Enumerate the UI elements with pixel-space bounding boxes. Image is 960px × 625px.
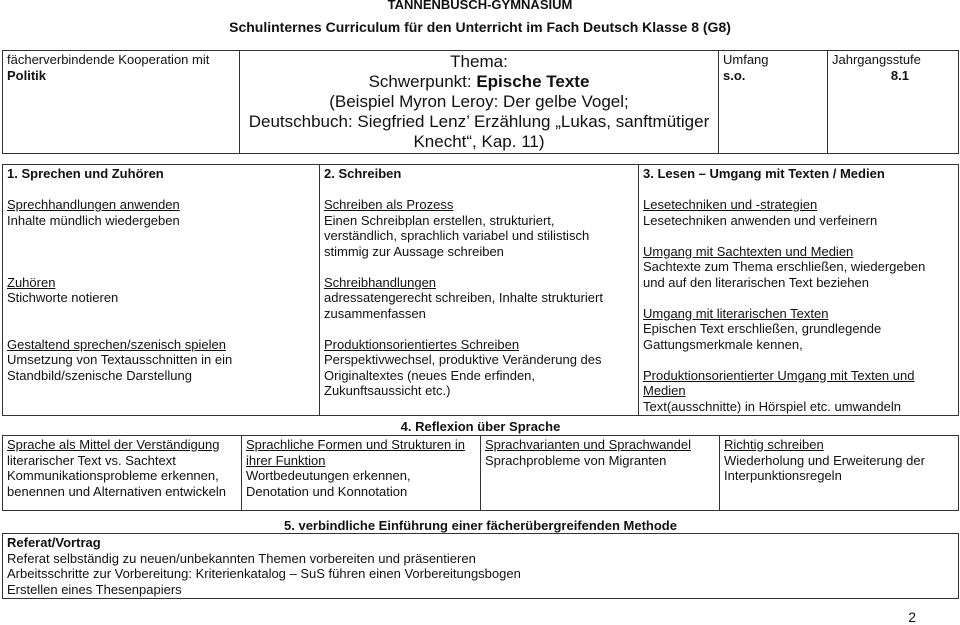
document-subtitle: Schulinternes Curriculum für den Unterricht im Fach Deutsch Klasse 8 (G8) (229, 19, 731, 35)
subsection-heading: Richtig schreiben (724, 437, 824, 452)
subsection-text: Sachtexte zum Thema erschließen, wiedergeben (643, 259, 926, 274)
reflexion-table (2, 435, 959, 511)
section-schreiben (320, 165, 639, 416)
thema-line: Knecht“, Kap. 11) (413, 132, 545, 151)
thema-line: (Beispiel Myron Leroy: Der gelbe Vogel; (329, 92, 629, 111)
page-number: 2 (908, 608, 916, 625)
subsection-heading: Produktionsorientiertes Schreiben (324, 336, 520, 352)
subsection-text: Interpunktionsregeln (724, 468, 842, 483)
subsection-text: zusammenfassen (324, 305, 426, 321)
jahrgang-cell (828, 51, 959, 154)
subsection-text: benennen und Alternativen entwickeln (7, 483, 226, 499)
reflexion-col-3 (481, 436, 720, 511)
subsection-text: literarischer Text vs. Sachtext (7, 452, 176, 468)
reflexion-col-1 (3, 436, 242, 511)
thema-cell (240, 51, 719, 154)
subsection-text: verständlich, sprachlich variabel und stilistisch (324, 228, 590, 243)
subsection-text: Wiederholung und Erweiterung der (724, 452, 925, 468)
thema-prefix: Schwerpunkt: (368, 72, 477, 91)
umfang-label: Umfang (723, 52, 769, 67)
subsection-text: und auf den literarischen Text beziehen (643, 274, 869, 290)
subsection-text: Wortbedeutungen erkennen, (246, 468, 411, 483)
methode-heading: Referat/Vortrag (7, 535, 101, 550)
subsection-text: Einen Schreibplan erstellen, strukturiert, (324, 212, 555, 228)
subsection-text: Originaltextes (neues Ende erfinden, (324, 367, 536, 383)
methode-table (2, 533, 959, 599)
subsection-text: Denotation und Konnotation (246, 483, 408, 499)
subsection-heading: ihrer Funktion (246, 452, 326, 468)
jahrgang-value: 8.1 (890, 67, 909, 83)
methode-text: Referat selbständig zu neuen/unbekannten Themen vorbereiten und präsentieren (7, 550, 476, 566)
subsection-heading: Schreibhandlungen (324, 274, 437, 290)
thema-label: Thema: (450, 52, 508, 71)
subsection-heading: Schreiben als Prozess (324, 197, 454, 212)
school-name: TANNENBUSCH-GYMNASIUM (387, 0, 573, 12)
subsection-text: Lesetechniken anwenden und verfeinern (643, 212, 878, 228)
subsection-heading: Umgang mit literarischen Texten (643, 305, 829, 321)
subsection-text: Inhalte mündlich wiedergeben (7, 212, 180, 228)
subsection-heading: Medien (643, 383, 686, 398)
cooperation-label: fächerverbindende Kooperation mit (7, 52, 210, 67)
subsection-text: Kommunikationsprobleme erkennen, (7, 468, 219, 483)
subsection-heading: Umgang mit Sachtexten und Medien (643, 243, 854, 259)
methode-cell (3, 534, 959, 599)
jahrgang-label: Jahrgangsstufe (832, 52, 921, 67)
section-title: 1. Sprechen und Zuhören (7, 166, 164, 181)
subsection-text: Standbild/szenische Darstellung (7, 367, 192, 383)
methode-title: 5. verbindliche Einführung einer fächerübergreifenden Methode (284, 518, 677, 533)
umfang-cell (719, 51, 828, 154)
subsection-text: Zukunftsaussicht etc.) (324, 383, 451, 398)
subsection-text: Perspektivwechsel, produktive Veränderung des (324, 352, 602, 367)
subsection-text: stimmig zur Aussage schreiben (324, 243, 504, 259)
subsection-heading: Sprachliche Formen und Strukturen in (246, 437, 465, 452)
subsection-heading: Zuhören (7, 274, 56, 290)
thema-line: Deutschbuch: Siegfried Lenz’ Erzählung „Lukas, sanftmütiger (248, 112, 710, 131)
section-lesen (639, 165, 959, 416)
subsection-heading: Produktionsorientierter Umgang mit Texten und (643, 367, 915, 383)
cooperation-cell (3, 51, 240, 154)
subsection-text: Stichworte notieren (7, 290, 119, 305)
thema-focus (244, 72, 714, 92)
subsection-text: Sprachprobleme von Migranten (485, 452, 667, 468)
thema-focus-bold: Epische Texte (476, 72, 590, 91)
reflexion-title: 4. Reflexion über Sprache (400, 419, 561, 434)
subsection-text: Gattungsmerkmale kennen, (643, 336, 803, 352)
section-title: 3. Lesen – Umgang mit Texten / Medien (643, 166, 885, 181)
subsection-heading: Sprache als Mittel der Verständigung (7, 437, 220, 452)
methode-text: Arbeitsschritte zur Vorbereitung: Kriterienkatalog – SuS führen einen Vorbereitungsbogen (7, 566, 521, 581)
topic-table (2, 50, 959, 154)
section-title: 2. Schreiben (324, 166, 402, 181)
subsection-text: Text(ausschnitte) in Hörspiel etc. umwandeln (643, 398, 901, 414)
subsection-heading: Gestaltend sprechen/szenisch spielen (7, 336, 226, 352)
subsection-text: adressatengerecht schreiben, Inhalte strukturiert (324, 290, 603, 305)
subsection-heading: Sprachvarianten und Sprachwandel (485, 437, 691, 452)
reflexion-col-4 (720, 436, 959, 511)
subsection-heading: Sprechhandlungen anwenden (7, 197, 180, 212)
section-sprechen (3, 165, 320, 416)
umfang-value: s.o. (723, 67, 746, 83)
methode-text: Erstellen eines Thesenpapiers (7, 581, 182, 597)
subsection-text: Epischen Text erschließen, grundlegende (643, 321, 882, 336)
reflexion-col-2 (242, 436, 481, 511)
competence-table (2, 164, 959, 416)
subsection-heading: Lesetechniken und -strategien (643, 197, 818, 212)
subsection-text: Umsetzung von Textausschnitten in ein (7, 352, 233, 367)
cooperation-value: Politik (7, 67, 47, 83)
